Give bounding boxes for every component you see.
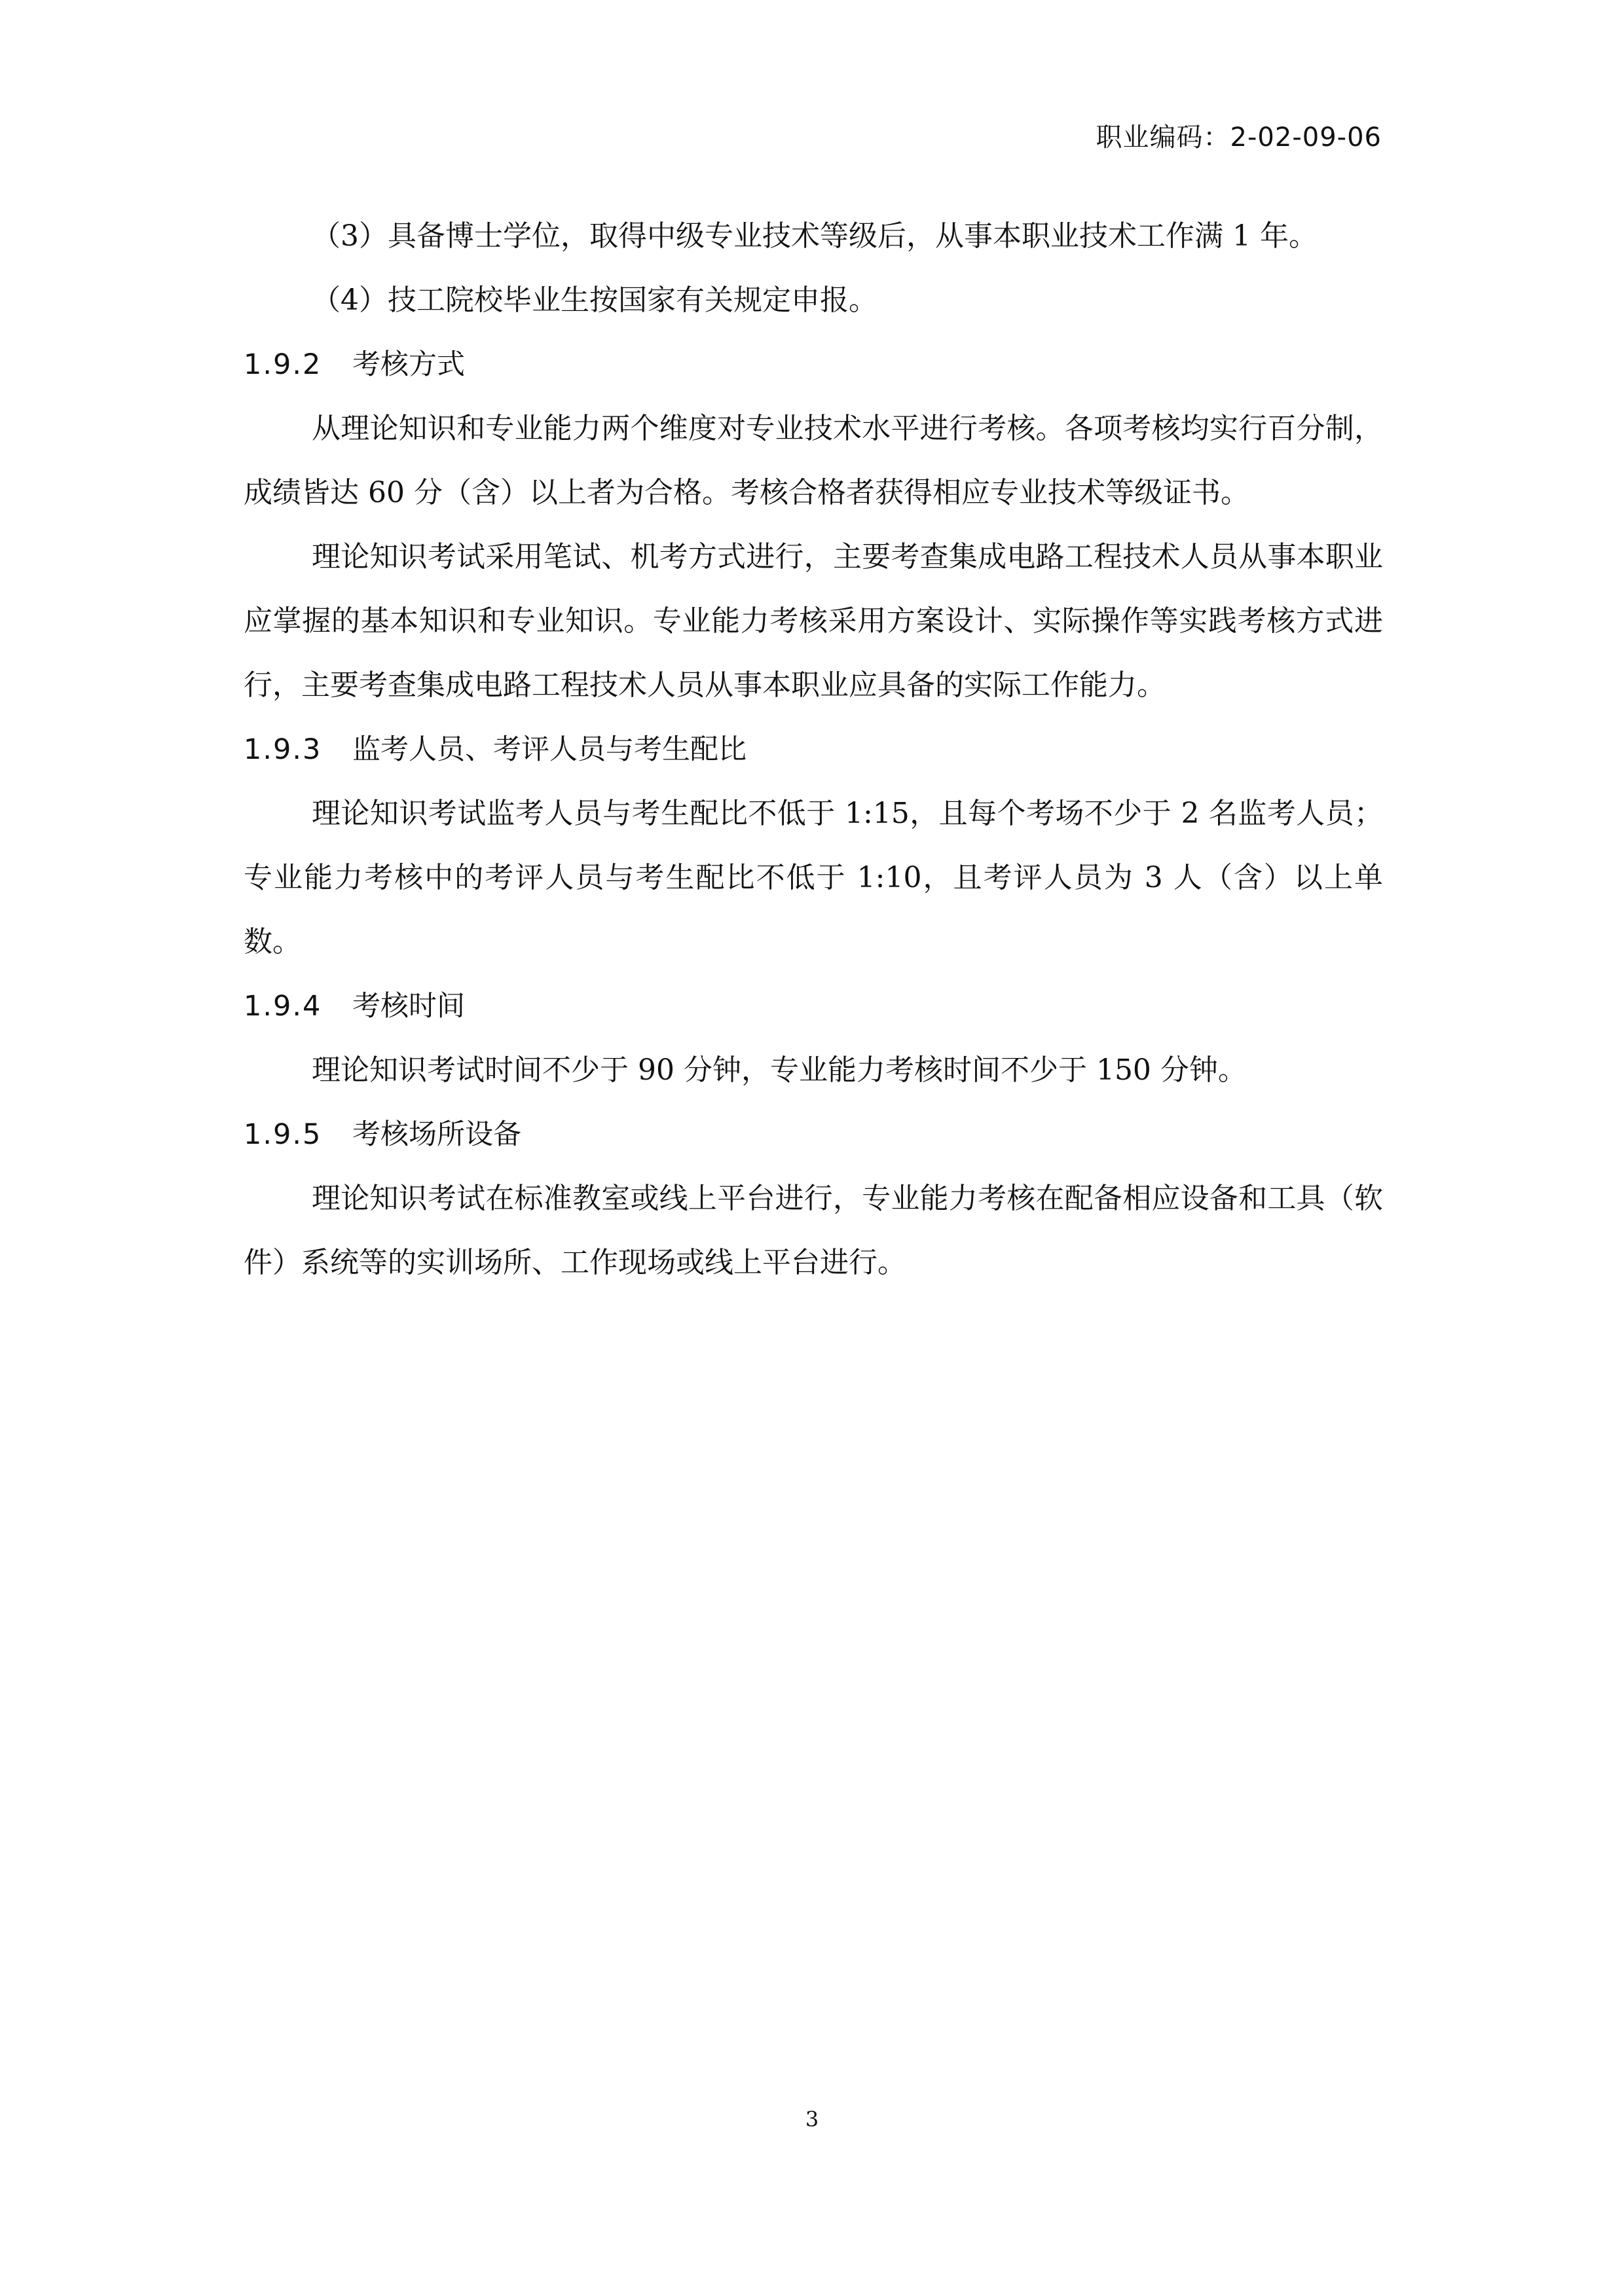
venue-equipment-paragraph: 理论知识考试在标准教室或线上平台进行，专业能力考核在配备相应设备和工具（软件）系统等的实训场所、工作现场或线上平台进行。	[244, 1182, 1383, 1279]
exam-time-paragraph: 理论知识考试时间不少于 90 分钟，专业能力考核时间不少于 150 分钟。	[312, 1053, 1247, 1087]
section-title: 监考人员、考评人员与考生配比	[352, 733, 747, 766]
section-number: 1.9.3	[244, 733, 322, 766]
staff-ratio-paragraph: 理论知识考试监考人员与考生配比不低于 1:15，且每个考场不少于 2 名监考人员；专业能力考核中的考评人员与考生配比不低于 1:10，且考评人员为 3 人（含）以上单数。	[244, 797, 1383, 958]
section-title: 考核场所设备	[352, 1118, 521, 1151]
requirement-item-3: （3）具备博士学位，取得中级专业技术等级后，从事本职业技术工作满 1 年。	[312, 219, 1318, 253]
assessment-content-paragraph: 理论知识考试采用笔试、机考方式进行，主要考查集成电路工程技术人员从事本职业应掌握的基本知识和专业知识。专业能力考核采用方案设计、实际操作等实践考核方式进行，主要考查集成电路工程技术人员从事本职业应具备的实际工作能力。	[244, 540, 1383, 702]
section-heading-1-9-3	[244, 718, 1383, 782]
section-heading-1-9-2	[244, 333, 1383, 397]
section-number: 1.9.2	[244, 348, 322, 381]
section-title: 考核方式	[352, 348, 465, 381]
section-number: 1.9.4	[244, 990, 322, 1023]
section-heading-1-9-4	[244, 974, 1383, 1038]
section-title: 考核时间	[352, 990, 465, 1023]
occupation-code-header: 职业编码：2-02-09-06	[1096, 122, 1382, 153]
assessment-method-paragraph: 从理论知识和专业能力两个维度对专业技术水平进行考核。各项考核均实行百分制，成绩皆达 60 分（含）以上者为合格。考核合格者获得相应专业技术等级证书。	[244, 412, 1383, 509]
section-number: 1.9.5	[244, 1118, 322, 1151]
page-number: 3	[805, 2107, 819, 2132]
requirement-item-4: （4）技工院校毕业生按国家有关规定申报。	[312, 283, 877, 317]
document-body	[244, 204, 1383, 1295]
section-heading-1-9-5	[244, 1102, 1383, 1167]
